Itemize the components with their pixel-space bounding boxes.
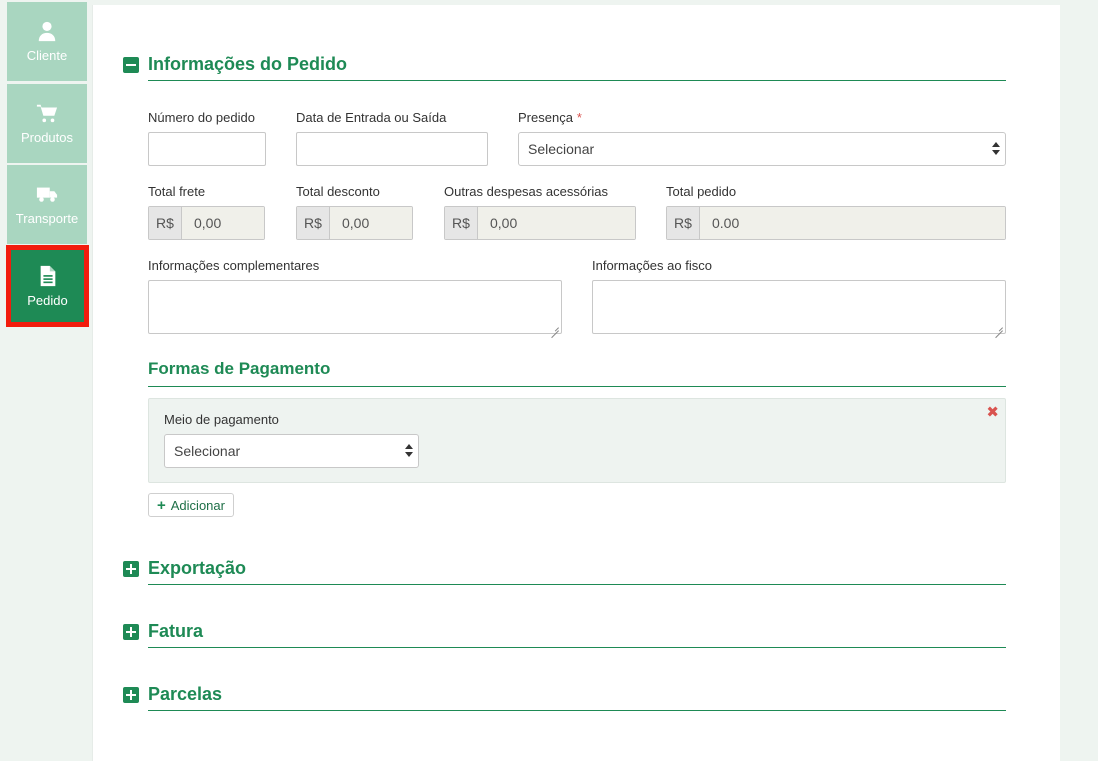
total-frete-value: 0,00 <box>182 207 264 239</box>
main-panel <box>92 5 1060 761</box>
select-arrows-icon <box>405 444 413 458</box>
numero-pedido-input[interactable] <box>148 132 266 166</box>
section-title: Informações do Pedido <box>148 54 348 74</box>
section-title: Fatura <box>148 621 204 641</box>
exportacao-section-toggle[interactable] <box>123 558 1006 579</box>
document-icon <box>37 265 59 287</box>
info-fisco-label: Informações ao fisco <box>592 258 712 273</box>
add-payment-button[interactable] <box>148 493 234 517</box>
sidebar-item-label: Produtos <box>20 130 74 145</box>
expand-icon <box>123 687 139 703</box>
meio-pagamento-label: Meio de pagamento <box>164 412 279 427</box>
currency-addon: R$ <box>667 207 700 239</box>
section-divider <box>148 647 1006 648</box>
section-title: Parcelas <box>148 684 223 704</box>
presenca-select[interactable]: Selecionar <box>518 132 1006 166</box>
section-divider <box>148 584 1006 585</box>
outras-despesas-value: 0,00 <box>478 207 635 239</box>
info-complementares-label: Informações complementares <box>148 258 320 273</box>
select-arrows-icon <box>992 142 1000 156</box>
section-divider <box>148 80 1006 81</box>
payment-title: Formas de Pagamento <box>148 359 331 378</box>
frete-label: Total frete <box>148 184 206 199</box>
payment-method-box <box>148 398 1006 483</box>
total-pedido-value: 0.00 <box>700 207 1005 239</box>
total-pedido-label: Total pedido <box>666 184 737 199</box>
expand-icon <box>123 561 139 577</box>
sidebar-item-label: Pedido <box>27 292 68 308</box>
outras-despesas-label: Outras despesas acessórias <box>444 184 609 199</box>
resize-grip-icon[interactable] <box>995 323 1003 331</box>
currency-addon: R$ <box>297 207 330 239</box>
fatura-section-toggle[interactable] <box>123 621 1006 642</box>
data-entrada-saida-input[interactable] <box>296 132 488 166</box>
sidebar-item-transporte[interactable] <box>7 165 87 244</box>
info-complementares-textarea[interactable] <box>148 280 562 334</box>
total-pedido-field[interactable] <box>666 206 1006 240</box>
total-desconto-field[interactable] <box>296 206 413 240</box>
resize-grip-icon[interactable] <box>551 323 559 331</box>
order-section-toggle[interactable] <box>123 54 1006 75</box>
remove-icon[interactable]: ✖ <box>986 404 999 421</box>
sidebar-item-label: Transporte <box>15 211 79 226</box>
total-frete-field[interactable] <box>148 206 265 240</box>
add-button-label: Adicionar <box>170 497 225 513</box>
section-title: Exportação <box>148 558 247 578</box>
presenca-label: Presença * <box>518 110 582 125</box>
outras-despesas-field[interactable] <box>444 206 636 240</box>
total-desconto-value: 0,00 <box>330 207 412 239</box>
meio-pagamento-select[interactable]: Selecionar <box>164 434 419 468</box>
section-divider <box>148 710 1006 711</box>
collapse-icon <box>123 57 139 73</box>
sidebar-item-produtos[interactable] <box>7 84 87 163</box>
user-icon <box>36 20 58 42</box>
currency-addon: R$ <box>149 207 182 239</box>
sidebar <box>0 0 92 761</box>
section-divider <box>148 386 1006 387</box>
required-marker: * <box>576 110 582 125</box>
sidebar-item-pedido[interactable] <box>7 246 88 326</box>
cart-icon <box>36 102 58 124</box>
numero-label: Número do pedido <box>148 110 255 125</box>
sidebar-item-cliente[interactable] <box>7 2 87 81</box>
truck-icon <box>36 183 58 205</box>
expand-icon <box>123 624 139 640</box>
sidebar-item-label: Cliente <box>26 48 68 63</box>
data-label: Data de Entrada ou Saída <box>296 110 447 125</box>
desconto-label: Total desconto <box>296 184 380 199</box>
info-fisco-textarea[interactable] <box>592 280 1006 334</box>
parcelas-section-toggle[interactable] <box>123 684 1006 705</box>
plus-icon: + <box>157 496 166 514</box>
currency-addon: R$ <box>445 207 478 239</box>
